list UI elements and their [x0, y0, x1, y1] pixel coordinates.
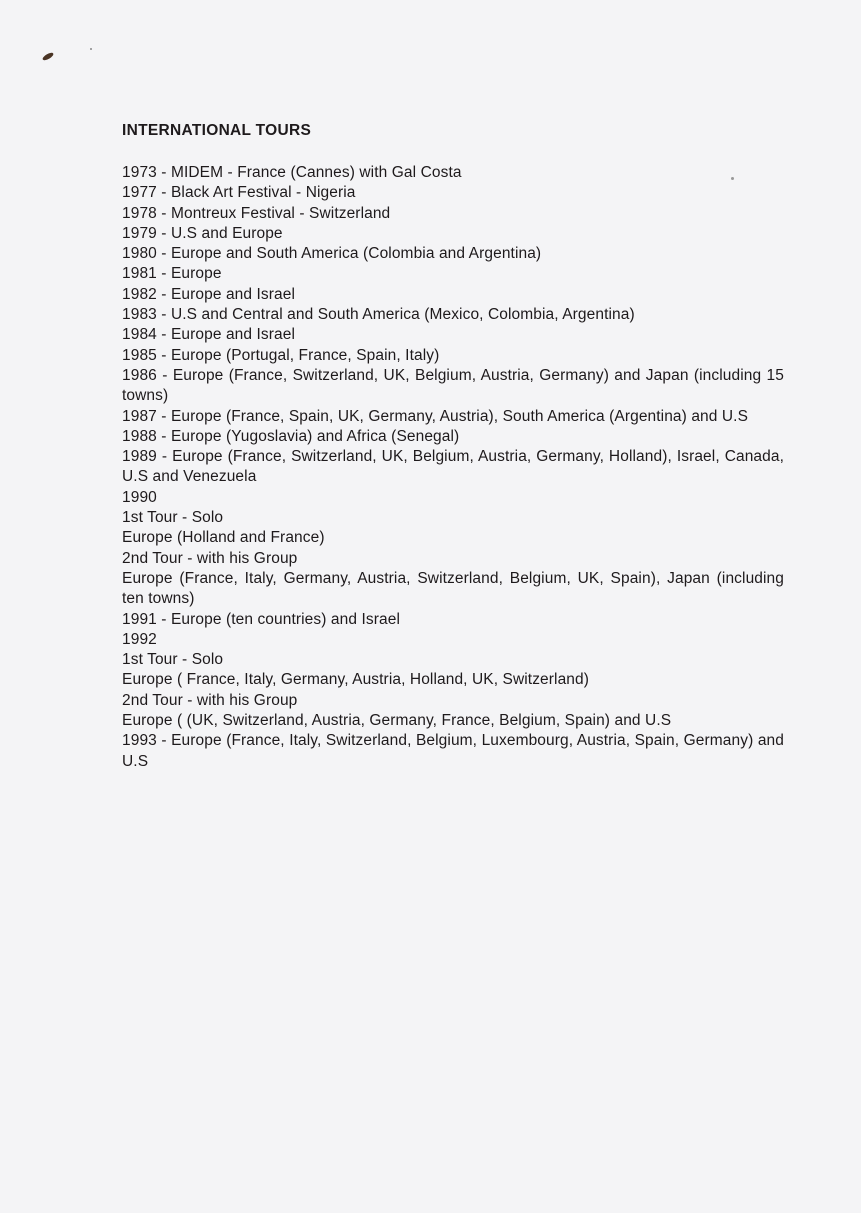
- tour-entry: 1991 - Europe (ten countries) and Israel: [122, 610, 400, 628]
- tour-entry: 1986 - Europe (France, Switzerland, UK, Belgium, Austria, Germany) and Japan (including 15 towns): [122, 366, 784, 405]
- tour-entry: 1984 - Europe and Israel: [122, 326, 296, 344]
- tour-entry: Europe (France, Italy, Germany, Austria, Switzerland, Belgium, UK, Spain), Japan (including ten towns): [122, 569, 784, 608]
- tour-entry: 1st Tour - Solo: [122, 651, 224, 669]
- scan-smudge-mark: [42, 51, 55, 61]
- tour-entry: 1985 - Europe (Portugal, France, Spain, Italy): [122, 346, 440, 364]
- tour-entry: 1988 - Europe (Yugoslavia) and Africa (Senegal): [122, 427, 460, 445]
- scan-speck: [90, 48, 92, 50]
- tour-entry: 1990: [122, 488, 157, 506]
- tour-entry: 1978 - Montreux Festival - Switzerland: [122, 204, 391, 222]
- tour-entry: 1977 - Black Art Festival - Nigeria: [122, 184, 356, 202]
- tour-entry: 1987 - Europe (France, Spain, UK, Germany, Austria), South America (Argentina) and U.S: [122, 407, 749, 425]
- tour-entry: 2nd Tour - with his Group: [122, 691, 298, 709]
- tour-entry: 1993 - Europe (France, Italy, Switzerland, Belgium, Luxembourg, Austria, Spain, Germany) and U.S: [122, 732, 784, 770]
- tour-entry: 1982 - Europe and Israel: [122, 285, 296, 303]
- tour-entry: Europe (Holland and France): [122, 529, 325, 547]
- tour-entry: Europe ( (UK, Switzerland, Austria, Germany, France, Belgium, Spain) and U.S: [122, 712, 672, 730]
- tour-entry: 1992: [122, 630, 157, 648]
- document-body: [122, 121, 784, 772]
- tour-entry: 1979 - U.S and Europe: [122, 224, 283, 242]
- tour-entry: 1983 - U.S and Central and South America (Mexico, Colombia, Argentina): [122, 306, 635, 324]
- document-title: INTERNATIONAL TOURS: [122, 122, 312, 139]
- tour-entry: 1989 - Europe (France, Switzerland, UK, Belgium, Austria, Germany, Holland), Israel, Canada, U.S and Venezuela: [122, 448, 784, 486]
- tour-list: [122, 163, 784, 772]
- tour-entry: 2nd Tour - with his Group: [122, 549, 298, 567]
- tour-entry: 1981 - Europe: [122, 265, 222, 283]
- tour-entry: 1973 - MIDEM - France (Cannes) with Gal Costa: [122, 164, 462, 181]
- tour-entry: 1980 - Europe and South America (Colombia and Argentina): [122, 245, 542, 263]
- tour-entry: Europe ( France, Italy, Germany, Austria, Holland, UK, Switzerland): [122, 671, 589, 689]
- tour-entry: 1st Tour - Solo: [122, 509, 224, 527]
